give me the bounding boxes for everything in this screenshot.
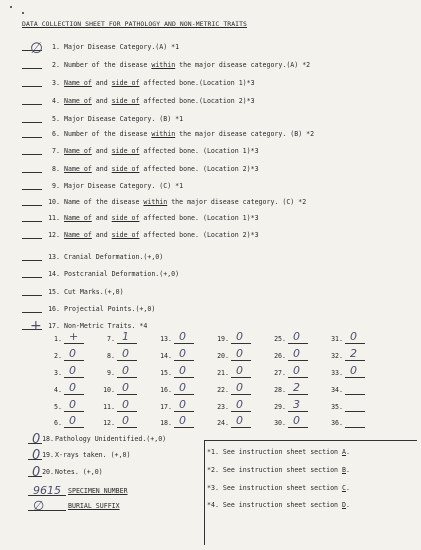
handwritten-answer: 0 [32,432,41,447]
item-number: 4. [52,97,60,105]
trait-value: 0 [179,381,186,394]
handwritten-answer: ∅ [33,499,45,514]
instruction-note: *3. See instruction sheet section C. [207,484,350,492]
trait-number: 31. [331,335,343,343]
answer-blank[interactable] [22,154,42,155]
item-number: 18. [42,435,54,443]
item-number: 1. [52,43,60,51]
item-number: 12. [48,231,60,239]
item-number: 10. [48,198,60,206]
trait-value: 0 [179,414,186,427]
trait-blank[interactable] [64,343,84,344]
trait-number: 19. [217,335,229,343]
trait-blank[interactable] [174,427,194,428]
trait-number: 23. [217,403,229,411]
trait-value: + [69,330,79,343]
trait-number: 15. [160,369,172,377]
trait-blank[interactable] [231,427,251,428]
item-number: 11. [48,214,60,222]
trait-number: 8. [107,352,115,360]
trait-value: 0 [179,347,186,360]
item-label: Name of and side of affected bone. (Location 2)*3 [64,165,259,173]
trait-number: 22. [217,386,229,394]
trait-number: 18. [160,419,172,427]
trait-blank[interactable] [64,394,84,395]
item-number: 20. [42,468,54,476]
trait-value: 0 [69,364,76,377]
trait-blank[interactable] [231,343,251,344]
trait-blank[interactable] [117,427,137,428]
trait-blank[interactable] [117,411,137,412]
answer-blank[interactable] [22,104,42,105]
item-number: 9. [52,182,60,190]
item-label: Cut Marks.(+,0) [64,288,124,296]
page-title: DATA COLLECTION SHEET FOR PATHOLOGY AND NON-METRIC TRAITS [22,20,248,28]
trait-value: 0 [122,364,129,377]
item-number: 2. [52,61,60,69]
trait-blank[interactable] [288,377,308,378]
trait-blank[interactable] [117,394,137,395]
trait-number: 7. [107,335,115,343]
trait-value: 0 [350,364,357,377]
trait-value: 3 [293,398,300,411]
trait-blank[interactable] [345,343,365,344]
item-number: 16. [48,305,60,313]
trait-number: 6. [54,419,62,427]
answer-blank[interactable] [22,137,42,138]
item-label: Notes. (+,0) [55,468,103,476]
trait-blank[interactable] [231,360,251,361]
trait-number: 24. [217,419,229,427]
trait-value: 0 [350,330,357,343]
trait-blank[interactable] [64,360,84,361]
item-number: 14. [48,270,60,278]
trait-blank[interactable] [345,377,365,378]
item-number: 19. [42,451,54,459]
trait-blank[interactable] [117,377,137,378]
trait-blank[interactable] [345,411,365,412]
trait-number: 33. [331,369,343,377]
trait-value: 0 [236,330,243,343]
trait-number: 21. [217,369,229,377]
answer-blank[interactable] [22,189,42,190]
item-label: SPECIMEN NUMBER [68,487,128,495]
trait-number: 16. [160,386,172,394]
item-label: Major Disease Category. (B) *1 [64,115,184,123]
trait-number: 3. [54,369,62,377]
trait-value: 0 [69,398,76,411]
trait-number: 27. [274,369,286,377]
instruction-note: *2. See instruction sheet section B. [207,466,350,474]
trait-blank[interactable] [288,411,308,412]
trait-number: 36. [331,419,343,427]
trait-value: 0 [236,414,243,427]
item-number: 5. [52,115,60,123]
trait-number: 5. [54,403,62,411]
item-number: 8. [52,165,60,173]
item-label: Name of and side of affected bone.(Location 2)*3 [64,97,255,105]
answer-blank[interactable] [22,68,42,69]
trait-value: 0 [69,414,76,427]
item-label: Major Disease Category. (C) *1 [64,182,184,190]
item-number: 13. [48,253,60,261]
trait-blank[interactable] [64,411,84,412]
trait-value: 0 [179,330,186,343]
trait-value: 0 [69,381,76,394]
answer-blank[interactable] [22,205,42,206]
item-label: Pathology Unidentified.(+,0) [55,435,167,443]
answer-blank[interactable] [22,221,42,222]
trait-value: 0 [293,347,300,360]
trait-value: 1 [122,330,129,343]
item-label: BURIAL SUFFIX [68,502,120,510]
trait-number: 26. [274,352,286,360]
trait-blank[interactable] [288,343,308,344]
trait-number: 4. [54,386,62,394]
answer-blank[interactable] [22,86,42,87]
item-number: 3. [52,79,60,87]
trait-number: 35. [331,403,343,411]
trait-blank[interactable] [174,377,194,378]
trait-number: 14. [160,352,172,360]
trait-value: 2 [350,347,357,360]
trait-value: 0 [122,414,129,427]
trait-value: 0 [236,347,243,360]
trait-blank[interactable] [117,360,137,361]
trait-blank[interactable] [288,427,308,428]
trait-number: 32. [331,352,343,360]
trait-number: 25. [274,335,286,343]
trait-blank[interactable] [231,411,251,412]
trait-blank[interactable] [64,377,84,378]
trait-blank[interactable] [64,427,84,428]
item-number: 6. [52,130,60,138]
trait-blank[interactable] [117,343,137,344]
item-label: Projectial Points.(+,0) [64,305,156,313]
answer-blank[interactable] [22,260,42,261]
trait-value: 0 [236,381,243,394]
answer-blank[interactable] [22,238,42,239]
instruction-note: *4. See instruction sheet section D. [207,501,350,509]
trait-value: 0 [236,398,243,411]
trait-value: 0 [293,414,300,427]
trait-blank[interactable] [345,394,365,395]
trait-number: 29. [274,403,286,411]
trait-value: 0 [236,364,243,377]
trait-blank[interactable] [174,360,194,361]
trait-value: 0 [293,364,300,377]
trait-number: 1. [54,335,62,343]
trait-value: 2 [293,381,300,394]
trait-number: 13. [160,335,172,343]
handwritten-answer: 9615 [33,484,61,497]
trait-value: 0 [122,347,129,360]
trait-number: 2. [54,352,62,360]
item-label: Name of and side of affected bone. (Location 1)*3 [64,214,259,222]
answer-blank[interactable] [22,295,42,296]
item-label: Postcranial Deformation.(+,0) [64,270,180,278]
handwritten-answer: 0 [32,448,41,463]
hole-punch-dot [10,6,12,8]
item-label: Number of the disease within the major disease category.(A) *2 [64,61,311,69]
item-label: Name of and side of affected bone. (Location 1)*3 [64,147,259,155]
trait-blank[interactable] [231,394,251,395]
trait-number: 20. [217,352,229,360]
item-label: X-rays taken. (+,0) [55,451,131,459]
trait-value: 0 [69,347,76,360]
trait-number: 34. [331,386,343,394]
answer-blank[interactable] [22,277,42,278]
item-label: Name of and side of affected bone.(Location 1)*3 [64,79,255,87]
item-label: Name of and side of affected bone. (Location 2)*3 [64,231,259,239]
trait-blank[interactable] [174,343,194,344]
item-label: Number of the disease within the major disease category. (B) *2 [64,130,315,138]
trait-number: 17. [160,403,172,411]
trait-blank[interactable] [345,360,365,361]
trait-blank[interactable] [345,427,365,428]
trait-value: 0 [179,398,186,411]
trait-blank[interactable] [174,394,194,395]
answer-blank[interactable] [22,122,42,123]
item-label: Major Disease Category.(A) *1 [64,43,180,51]
trait-blank[interactable] [174,411,194,412]
trait-number: 12. [103,419,115,427]
trait-value: 0 [293,330,300,343]
handwritten-answer: + [30,318,42,334]
answer-blank[interactable] [22,312,42,313]
item-label: Name of the disease within the major disease category. (C) *2 [64,198,307,206]
instruction-note: *1. See instruction sheet section A. [207,448,350,456]
trait-number: 9. [107,369,115,377]
item-label: Cranial Deformation.(+,0) [64,253,164,261]
item-number: 17. [48,322,60,330]
item-number: 7. [52,147,60,155]
hole-punch-dot [22,12,24,14]
trait-value: 0 [122,398,129,411]
trait-blank[interactable] [288,360,308,361]
trait-number: 11. [103,403,115,411]
item-label: Non-Metric Traits. *4 [64,322,148,330]
trait-value: 0 [179,364,186,377]
trait-number: 30. [274,419,286,427]
trait-blank[interactable] [288,394,308,395]
trait-value: 0 [122,381,129,394]
answer-blank[interactable] [22,172,42,173]
item-number: 15. [48,288,60,296]
trait-blank[interactable] [231,377,251,378]
handwritten-answer: ∅ [30,39,44,57]
handwritten-answer: 0 [32,465,41,480]
trait-number: 28. [274,386,286,394]
trait-number: 10. [103,386,115,394]
